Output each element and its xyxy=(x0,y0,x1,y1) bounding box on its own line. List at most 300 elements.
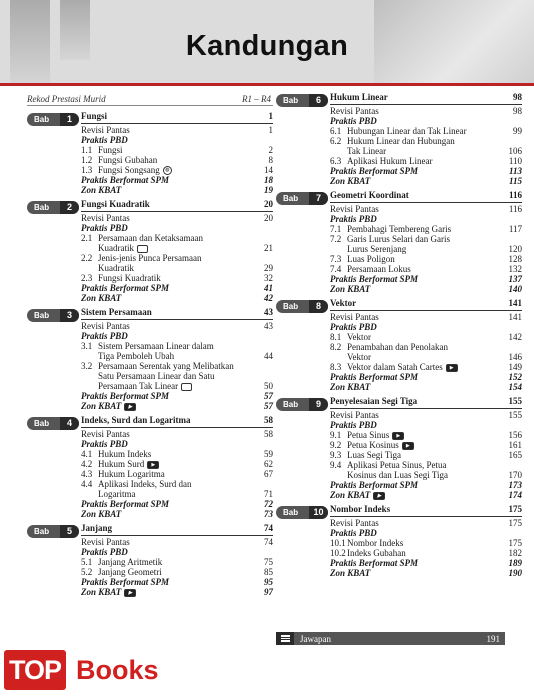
section-number xyxy=(81,351,98,361)
page-number: 156 xyxy=(508,430,522,440)
toc-row[interactable] xyxy=(330,382,522,392)
toc-text xyxy=(330,568,498,578)
toc-row[interactable] xyxy=(330,490,522,500)
section-number: 6.2 xyxy=(330,136,342,146)
page-number: 120 xyxy=(508,244,522,254)
toc-left-column xyxy=(27,92,273,601)
page-number: 170 xyxy=(508,470,522,480)
toc-row[interactable] xyxy=(81,509,273,519)
toc-entry xyxy=(330,136,498,146)
toc-row[interactable] xyxy=(330,372,522,382)
toc-label: Zon KBAT xyxy=(81,509,122,520)
toc-row[interactable] xyxy=(81,243,273,253)
toc-label: Zon KBAT xyxy=(81,293,122,304)
chapter-section xyxy=(276,92,522,186)
toc-row[interactable] xyxy=(330,284,522,294)
chapter-tab[interactable] xyxy=(276,192,328,205)
toc-row[interactable] xyxy=(81,449,273,459)
toc-label: Sistem Persamaan Linear dalam xyxy=(98,341,214,352)
section-number xyxy=(81,371,98,381)
toc-text xyxy=(81,111,249,122)
toc-label: Praktis Berformat SPM xyxy=(330,558,419,568)
toc-entry xyxy=(330,396,498,407)
toc-entry xyxy=(330,430,498,440)
toc-row[interactable] xyxy=(330,176,522,186)
toc-label: Logaritma xyxy=(98,489,136,500)
chapter-tab[interactable] xyxy=(27,309,79,322)
section-number: 4.3 xyxy=(81,469,93,480)
page-number: 8 xyxy=(268,155,273,165)
video-icon[interactable]: ▶ xyxy=(392,432,404,440)
toc-label: Tak Linear xyxy=(347,146,387,156)
toc-label: Praktis Berformat SPM xyxy=(330,166,419,176)
toc-text xyxy=(98,469,249,479)
toc-row[interactable] xyxy=(81,567,273,577)
toc-row[interactable] xyxy=(81,577,273,587)
chapter-tab[interactable] xyxy=(276,94,328,107)
chapter-items xyxy=(81,523,273,597)
section-number: 2.3 xyxy=(81,273,93,284)
page-number: 173 xyxy=(508,480,522,490)
toc-row[interactable] xyxy=(81,341,273,351)
toc-row[interactable] xyxy=(330,342,522,352)
globe-icon[interactable]: ◍ xyxy=(163,166,172,175)
toc-text xyxy=(81,587,249,597)
section-number xyxy=(81,263,98,273)
toc-label: Revisi Pantas xyxy=(81,213,130,224)
toc-entry xyxy=(81,567,249,577)
toc-text xyxy=(98,567,249,577)
pak21-icon[interactable] xyxy=(137,245,148,253)
toc-row[interactable] xyxy=(81,293,273,303)
page-number: 74 xyxy=(264,537,273,548)
page-number: 74 xyxy=(264,523,273,534)
toc-row[interactable] xyxy=(330,558,522,568)
page-number: 106 xyxy=(508,146,522,156)
page-number: 98 xyxy=(513,92,522,102)
toc-row[interactable] xyxy=(330,548,522,558)
toc-row[interactable] xyxy=(330,264,522,274)
toc-row[interactable] xyxy=(81,469,273,479)
toc-row[interactable] xyxy=(81,145,273,155)
toc-row[interactable] xyxy=(330,224,522,234)
toc-row[interactable] xyxy=(81,391,273,401)
chapter-tab-word: Bab xyxy=(283,400,299,409)
toc-label: Fungsi xyxy=(98,145,123,155)
toc-entry xyxy=(330,204,498,214)
toc-text xyxy=(81,499,249,509)
toc-row[interactable] xyxy=(81,401,273,411)
section-number: 2.1 xyxy=(81,233,93,244)
chapter-title-row[interactable] xyxy=(330,190,522,203)
toc-text xyxy=(330,490,498,500)
toc-label: Aplikasi Indeks, Surd dan xyxy=(98,479,192,490)
toc-label: Fungsi xyxy=(81,111,108,121)
toc-entry xyxy=(81,213,249,223)
chapter-title-row[interactable] xyxy=(330,504,522,517)
toc-row[interactable] xyxy=(81,547,273,557)
toc-row[interactable] xyxy=(330,420,522,430)
toc-row[interactable] xyxy=(81,233,273,243)
section-number: 9.3 xyxy=(330,450,342,460)
toc-row[interactable] xyxy=(330,204,522,214)
chapter-section xyxy=(27,307,273,411)
toc-row[interactable] xyxy=(81,489,273,499)
toc-entry xyxy=(81,537,249,547)
toc-row[interactable] xyxy=(81,361,273,371)
toc-text xyxy=(347,342,498,352)
toc-row[interactable] xyxy=(330,430,522,440)
chapter-section xyxy=(276,504,522,578)
toc-entry xyxy=(81,557,249,567)
toc-text xyxy=(81,415,249,426)
toc-row[interactable] xyxy=(330,234,522,244)
toc-entry xyxy=(81,125,249,135)
toc-text xyxy=(347,460,498,470)
toc-entry xyxy=(81,111,249,122)
chapter-tab-number: 10 xyxy=(309,506,328,519)
toc-row[interactable] xyxy=(330,312,522,322)
toc-entry xyxy=(81,489,249,499)
chapter-title-row[interactable] xyxy=(330,298,522,311)
toc-entry xyxy=(330,214,498,224)
chapter-tab-number: 2 xyxy=(60,201,79,214)
toc-right-column xyxy=(276,92,522,582)
section-number: 1.1 xyxy=(81,145,93,155)
page-number: 43 xyxy=(264,321,273,332)
toc-label: Fungsi Kuadratik xyxy=(81,199,150,210)
toc-row[interactable] xyxy=(330,332,522,342)
toc-text xyxy=(330,420,498,430)
toc-entry xyxy=(81,283,249,293)
toc-label: Vektor xyxy=(347,332,371,342)
toc-row[interactable] xyxy=(81,439,273,449)
toc-row[interactable] xyxy=(330,254,522,264)
toc-entry xyxy=(81,479,249,489)
toc-label: Hukum Logaritma xyxy=(98,469,165,480)
rekod-row[interactable] xyxy=(27,92,273,106)
page-number: 99 xyxy=(513,126,522,136)
toc-entry xyxy=(81,547,249,557)
toc-entry xyxy=(81,587,249,597)
video-icon[interactable]: ▶ xyxy=(124,403,136,411)
toc-text xyxy=(330,92,498,103)
toc-text xyxy=(347,548,498,558)
toc-row[interactable] xyxy=(81,165,273,175)
section-number: 4.1 xyxy=(81,449,93,460)
toc-label: Praktis Berformat SPM xyxy=(81,577,170,588)
page-number: 175 xyxy=(508,538,522,548)
page-number: 71 xyxy=(264,489,273,500)
section-number xyxy=(81,381,98,391)
toc-row[interactable] xyxy=(81,479,273,489)
jawapan-label: Jawapan xyxy=(300,633,331,644)
toc-text xyxy=(330,312,498,322)
toc-label: Indeks Gubahan xyxy=(347,548,406,558)
toc-entry xyxy=(330,176,498,186)
toc-text xyxy=(98,233,249,243)
toc-row[interactable] xyxy=(81,381,273,391)
toc-row[interactable] xyxy=(330,362,522,372)
toc-row[interactable] xyxy=(81,263,273,273)
toc-entry xyxy=(330,224,498,234)
toc-entry xyxy=(330,156,498,166)
toc-entry xyxy=(81,509,249,519)
toc-row[interactable] xyxy=(81,125,273,135)
chapter-tab-cell xyxy=(276,298,330,392)
chapter-title-row[interactable] xyxy=(81,415,273,428)
toc-row[interactable] xyxy=(330,146,522,156)
chapter-items xyxy=(330,92,522,186)
toc-label: Praktis PBD xyxy=(81,135,128,145)
toc-text xyxy=(81,223,249,233)
chapter-title-row[interactable] xyxy=(81,111,273,124)
toc-row[interactable] xyxy=(81,429,273,439)
chapter-tab[interactable] xyxy=(276,398,328,411)
toc-text xyxy=(347,126,498,136)
toc-label: Persamaan Tak Linear xyxy=(98,381,179,392)
chapter-tab[interactable] xyxy=(276,506,328,519)
toc-text xyxy=(81,213,249,223)
section-number xyxy=(330,352,347,362)
toc-row[interactable] xyxy=(330,116,522,126)
toc-text xyxy=(347,224,498,234)
chapter-tab-cell xyxy=(27,111,81,195)
chapter-tab-word: Bab xyxy=(34,203,50,213)
page-number: 75 xyxy=(264,557,273,568)
toc-label: Tiga Pemboleh Ubah xyxy=(98,351,175,362)
toc-row[interactable] xyxy=(330,244,522,254)
page-number: 97 xyxy=(264,587,273,598)
toc-label: Geometri Koordinat xyxy=(330,190,409,200)
toc-row[interactable] xyxy=(81,175,273,185)
chapter-tab-cell xyxy=(276,190,330,294)
toc-entry xyxy=(81,135,249,145)
chapter-title-row[interactable] xyxy=(81,523,273,536)
toc-text xyxy=(98,341,249,351)
chapter-title-row[interactable] xyxy=(330,396,522,409)
chapter-items xyxy=(330,396,522,500)
toc-entry xyxy=(330,518,498,528)
toc-label: Kuadratik xyxy=(98,243,134,254)
toc-row[interactable] xyxy=(330,166,522,176)
toc-row[interactable] xyxy=(330,136,522,146)
video-icon[interactable]: ▶ xyxy=(373,492,385,500)
page-number: 20 xyxy=(264,199,273,210)
toc-text xyxy=(81,331,249,341)
chapter-title-row[interactable] xyxy=(81,199,273,212)
toc-entry xyxy=(330,410,498,420)
page-number: 62 xyxy=(264,459,273,470)
toc-text xyxy=(98,243,249,253)
toc-text xyxy=(98,557,249,567)
toc-entry xyxy=(81,449,249,459)
chapter-items xyxy=(81,307,273,411)
toc-text xyxy=(81,283,249,293)
video-icon[interactable]: ▶ xyxy=(124,589,136,597)
toc-row[interactable] xyxy=(330,528,522,538)
video-icon[interactable]: ▶ xyxy=(402,442,414,450)
section-number: 5.2 xyxy=(81,567,93,578)
page-number: 20 xyxy=(264,213,273,224)
toc-label: Luas Poligon xyxy=(347,254,395,264)
page-number: 116 xyxy=(508,204,522,214)
jawapan-row[interactable] xyxy=(276,632,505,645)
toc-row[interactable] xyxy=(81,223,273,233)
page-number: 146 xyxy=(508,352,522,362)
toc-row[interactable] xyxy=(330,352,522,362)
toc-entry xyxy=(81,223,249,233)
page-number: 41 xyxy=(264,283,273,294)
section-number: 9.2 xyxy=(330,440,342,450)
toc-label: Praktis PBD xyxy=(330,214,377,224)
chapter-section xyxy=(27,523,273,597)
toc-row[interactable] xyxy=(81,135,273,145)
toc-label: Hukum Surd xyxy=(98,459,145,470)
toc-row[interactable] xyxy=(330,440,522,450)
toc-row[interactable] xyxy=(330,322,522,332)
page-number: 132 xyxy=(508,264,522,274)
toc-entry xyxy=(81,243,249,253)
toc-row[interactable] xyxy=(330,410,522,420)
toc-label: Kuadratik xyxy=(98,263,134,274)
page-number: 140 xyxy=(508,284,522,294)
toc-row[interactable] xyxy=(81,321,273,331)
toc-text xyxy=(81,293,249,303)
chapter-title-row[interactable] xyxy=(330,92,522,105)
toc-entry xyxy=(81,263,249,273)
video-icon[interactable]: ▶ xyxy=(446,364,458,372)
chapter-tab[interactable] xyxy=(27,113,79,126)
toc-text xyxy=(81,175,249,185)
toc-label: Praktis PBD xyxy=(81,331,128,342)
toc-entry xyxy=(330,322,498,332)
toc-row[interactable] xyxy=(81,371,273,381)
toc-text xyxy=(98,489,249,499)
menu-icon xyxy=(276,632,294,645)
chapter-tab-cell xyxy=(276,396,330,500)
toc-row[interactable] xyxy=(81,331,273,341)
toc-row[interactable] xyxy=(330,450,522,460)
chapter-tab[interactable] xyxy=(276,300,328,313)
toc-label: Petua Kosinus xyxy=(347,440,399,450)
page-number: 57 xyxy=(264,401,273,412)
toc-label: Vektor xyxy=(330,298,357,308)
page-number: 32 xyxy=(264,273,273,284)
toc-text xyxy=(98,361,249,371)
video-icon[interactable]: ▶ xyxy=(147,461,159,469)
toc-row[interactable] xyxy=(81,283,273,293)
section-number: 7.2 xyxy=(330,234,342,244)
toc-entry xyxy=(330,450,498,460)
toc-label: Revisi Pantas xyxy=(81,537,130,548)
page-number: 44 xyxy=(264,351,273,362)
toc-row[interactable] xyxy=(81,213,273,223)
toc-entry xyxy=(81,469,249,479)
toc-entry xyxy=(330,284,498,294)
toc-row[interactable] xyxy=(81,537,273,547)
toc-row[interactable] xyxy=(81,273,273,283)
toc-row[interactable] xyxy=(330,460,522,470)
toc-row[interactable] xyxy=(330,480,522,490)
toc-text xyxy=(81,125,249,135)
toc-entry xyxy=(330,548,498,558)
chapter-tab-cell xyxy=(27,523,81,597)
page-number: 85 xyxy=(264,567,273,578)
toc-row[interactable] xyxy=(81,459,273,469)
toc-row[interactable] xyxy=(81,587,273,597)
page-number: 59 xyxy=(264,449,273,460)
pak21-icon[interactable] xyxy=(181,383,192,391)
toc-label: Praktis PBD xyxy=(330,420,377,430)
chapter-tab[interactable] xyxy=(27,201,79,214)
toc-row[interactable] xyxy=(330,470,522,480)
toc-row[interactable] xyxy=(81,557,273,567)
toc-label: Hukum Linear dan Hubungan xyxy=(347,136,455,146)
toc-text xyxy=(330,204,498,214)
toc-label: Janjang Aritmetik xyxy=(98,557,163,568)
toc-label: Praktis Berformat SPM xyxy=(330,480,419,490)
toc-row[interactable] xyxy=(81,185,273,195)
section-number: 2.2 xyxy=(81,253,93,264)
toc-entry xyxy=(81,577,249,587)
toc-text xyxy=(330,274,498,284)
section-number: 7.4 xyxy=(330,264,342,274)
toc-row[interactable] xyxy=(330,538,522,548)
toc-text xyxy=(98,449,249,459)
toc-entry xyxy=(330,362,498,372)
toc-entry xyxy=(81,499,249,509)
section-number: 8.3 xyxy=(330,362,342,372)
toc-row[interactable] xyxy=(330,126,522,136)
toc-text xyxy=(330,284,498,294)
toc-row[interactable] xyxy=(330,106,522,116)
toc-entry xyxy=(330,146,498,156)
chapter-tab-word: Bab xyxy=(34,419,50,429)
toc-row[interactable] xyxy=(330,214,522,224)
toc-label: Satu Persamaan Linear dan Satu xyxy=(98,371,215,382)
toc-row[interactable] xyxy=(81,499,273,509)
toc-row[interactable] xyxy=(330,156,522,166)
chapter-title-row[interactable] xyxy=(81,307,273,320)
toc-row[interactable] xyxy=(81,351,273,361)
page-number: 57 xyxy=(264,391,273,402)
chapter-items xyxy=(330,298,522,392)
chapter-section xyxy=(27,111,273,195)
toc-entry xyxy=(330,382,498,392)
toc-label: Nombor Indeks xyxy=(330,504,391,514)
toc-row[interactable] xyxy=(330,568,522,578)
page-number: 152 xyxy=(508,372,522,382)
section-number: 4.2 xyxy=(81,459,93,470)
page-number: 175 xyxy=(508,518,522,528)
toc-row[interactable] xyxy=(81,253,273,263)
toc-row[interactable] xyxy=(81,155,273,165)
toc-row[interactable] xyxy=(330,274,522,284)
toc-row[interactable] xyxy=(330,518,522,528)
page-number: 165 xyxy=(508,450,522,460)
toc-label: Fungsi Songsang xyxy=(98,165,160,175)
page-number: 175 xyxy=(508,504,522,514)
toc-text xyxy=(347,264,498,274)
toc-entry xyxy=(330,274,498,284)
chapter-tab[interactable] xyxy=(27,417,79,430)
toc-entry xyxy=(330,244,498,254)
toc-label: Revisi Pantas xyxy=(81,125,130,135)
toc-entry xyxy=(330,254,498,264)
toc-entry xyxy=(330,332,498,342)
chapter-tab[interactable] xyxy=(27,525,79,538)
